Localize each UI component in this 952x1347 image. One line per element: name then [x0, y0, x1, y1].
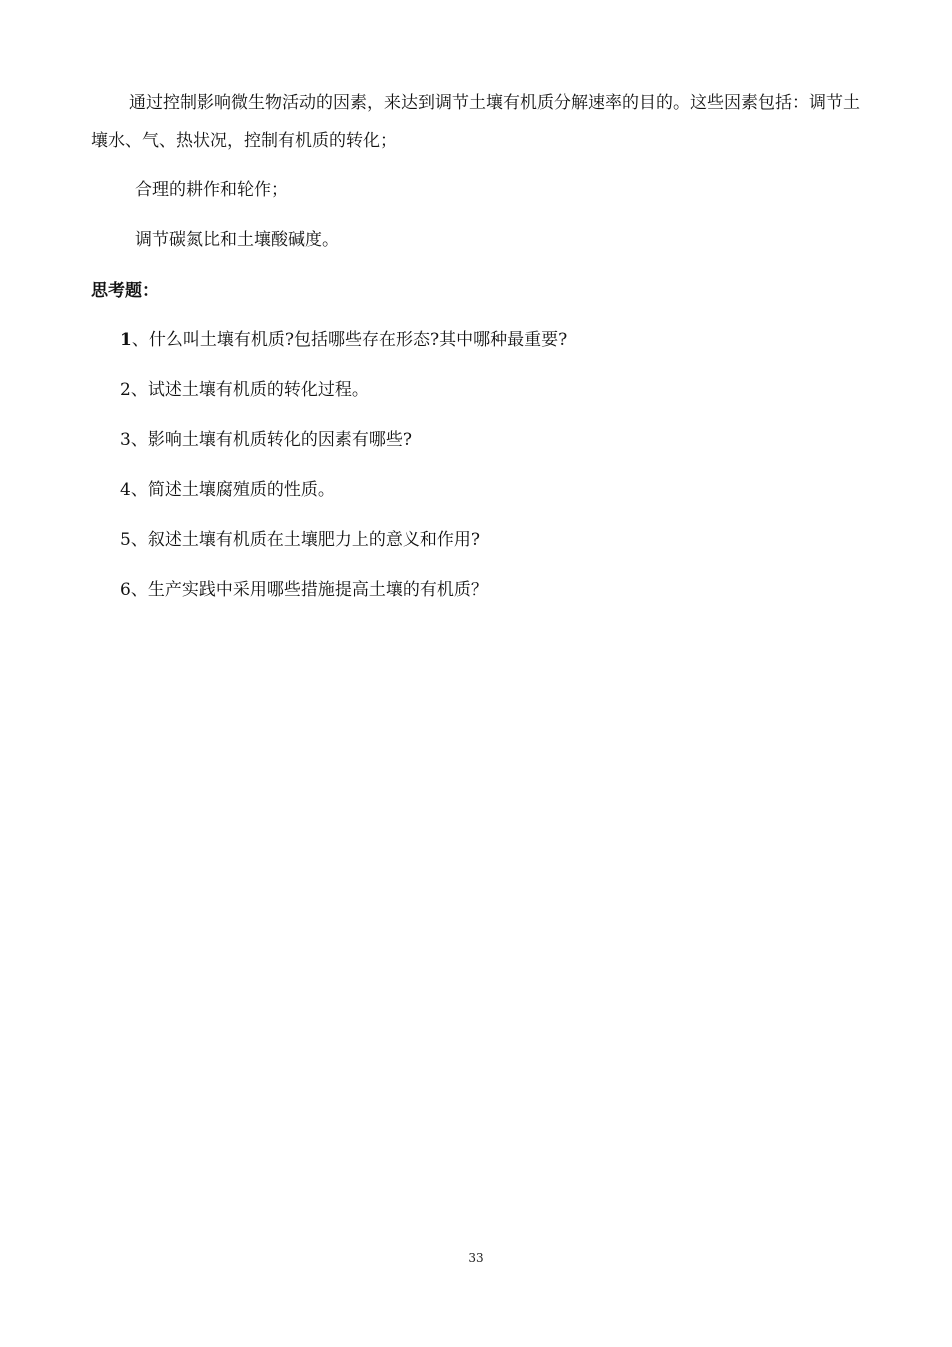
question-text: 、叙述土壤有机质在土壤肥力上的意义和作用? — [130, 530, 480, 550]
question-number: 4 — [120, 480, 131, 500]
body-item-cn-ratio: 调节碳氮比和土壤酸碱度。 — [135, 230, 339, 250]
question-item-4 — [120, 478, 335, 502]
question-text: 、什么叫土壤有机质?包括哪些存在形态?其中哪种最重要? — [131, 330, 568, 350]
question-number: 3 — [120, 430, 131, 450]
page-number: 33 — [468, 1251, 484, 1265]
question-item-3 — [120, 428, 412, 452]
question-item-1 — [120, 328, 567, 352]
question-item-6 — [120, 578, 488, 602]
body-paragraph: 通过控制影响微生物活动的因素，来达到调节土壤有机质分解速率的目的。这些因素包括：调节土壤水、气、热状况，控制有机质的转化； — [91, 93, 860, 151]
question-text: 、生产实践中采用哪些措施提高土壤的有机质？ — [130, 580, 488, 600]
question-text: 、试述土壤有机质的转化过程。 — [130, 380, 369, 400]
question-number: 2 — [120, 380, 131, 400]
question-number: 1 — [120, 330, 132, 350]
questions-heading: 思考题： — [91, 281, 159, 301]
question-item-5 — [120, 528, 480, 552]
question-text: 、简述土壤腐殖质的性质。 — [130, 480, 335, 500]
question-number: 6 — [120, 580, 131, 600]
question-number: 5 — [120, 530, 131, 550]
question-text: 、影响土壤有机质转化的因素有哪些? — [130, 430, 412, 450]
body-item-tillage: 合理的耕作和轮作； — [135, 180, 288, 200]
question-item-2 — [120, 378, 369, 402]
